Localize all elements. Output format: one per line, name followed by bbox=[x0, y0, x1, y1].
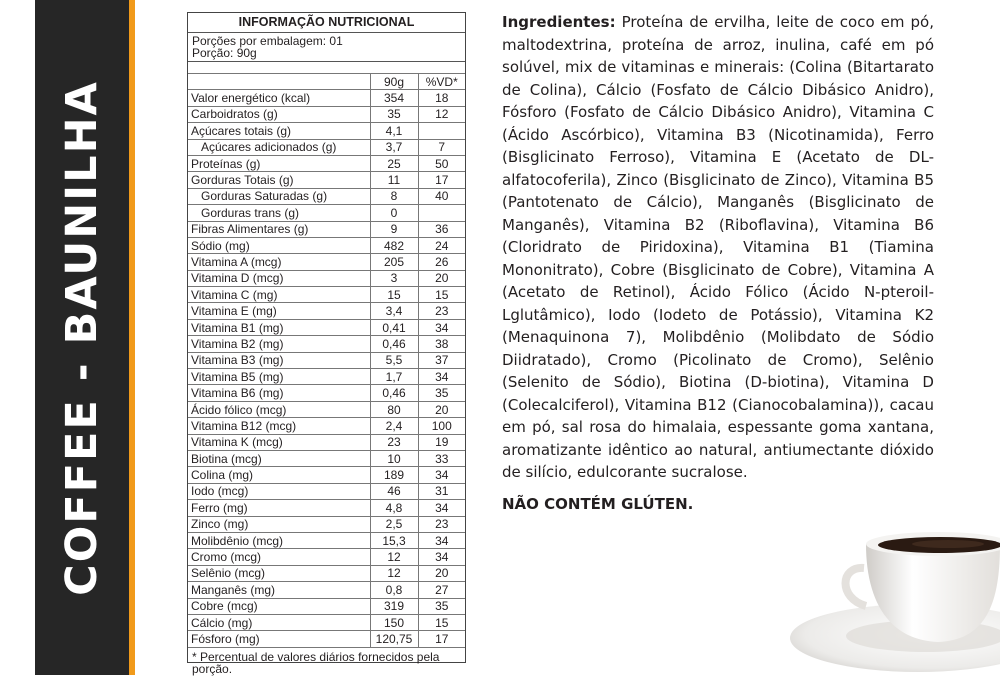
nutrient-amount: 0,46 bbox=[370, 385, 418, 401]
ingredients-label: Ingredientes: bbox=[502, 13, 616, 31]
nutrient-amount: 15 bbox=[370, 287, 418, 303]
nutrient-name: Açúcares totais (g) bbox=[188, 123, 370, 139]
nutrient-name: Vitamina C (mg) bbox=[188, 287, 370, 303]
nutrient-name: Vitamina B1 (mg) bbox=[188, 319, 370, 335]
nutrient-amount: 4,1 bbox=[370, 123, 418, 139]
nutrient-row bbox=[188, 614, 465, 630]
nutrient-daily-value: 17 bbox=[418, 631, 465, 647]
nutrient-name: Vitamina B3 (mg) bbox=[188, 352, 370, 368]
nutrient-daily-value: 35 bbox=[418, 385, 465, 401]
nutrient-row bbox=[188, 483, 465, 499]
nutrient-daily-value: 7 bbox=[418, 139, 465, 155]
nutrient-row bbox=[188, 336, 465, 352]
nutrient-amount: 482 bbox=[370, 237, 418, 253]
nutrient-row bbox=[188, 123, 465, 139]
nutrient-daily-value: 20 bbox=[418, 565, 465, 581]
nutrient-daily-value: 24 bbox=[418, 237, 465, 253]
nutrient-row bbox=[188, 549, 465, 565]
nutrition-table bbox=[188, 73, 465, 648]
column-amount-header: 90g bbox=[370, 74, 418, 90]
nutrient-name: Proteínas (g) bbox=[188, 155, 370, 171]
nutrient-name: Vitamina B12 (mcg) bbox=[188, 418, 370, 434]
nutrient-amount: 3,7 bbox=[370, 139, 418, 155]
nutrient-daily-value: 18 bbox=[418, 90, 465, 106]
nutrient-amount: 120,75 bbox=[370, 631, 418, 647]
nutrient-row bbox=[188, 254, 465, 270]
nutrient-daily-value: 38 bbox=[418, 336, 465, 352]
nutrient-amount: 25 bbox=[370, 155, 418, 171]
nutrient-row bbox=[188, 434, 465, 450]
nutrient-amount: 0 bbox=[370, 205, 418, 221]
nutrient-name: Ácido fólico (mcg) bbox=[188, 401, 370, 417]
nutrient-daily-value: 33 bbox=[418, 450, 465, 466]
nutrient-amount: 0,8 bbox=[370, 582, 418, 598]
nutrient-row bbox=[188, 532, 465, 548]
nutrient-row bbox=[188, 565, 465, 581]
nutrient-row bbox=[188, 598, 465, 614]
nutrient-daily-value: 50 bbox=[418, 155, 465, 171]
nutrient-name: Iodo (mcg) bbox=[188, 483, 370, 499]
nutrient-amount: 1,7 bbox=[370, 369, 418, 385]
nutrient-amount: 189 bbox=[370, 467, 418, 483]
nutrient-amount: 80 bbox=[370, 401, 418, 417]
nutrient-daily-value: 23 bbox=[418, 303, 465, 319]
nutrient-row bbox=[188, 631, 465, 647]
nutrient-amount: 205 bbox=[370, 254, 418, 270]
nutrient-amount: 3 bbox=[370, 270, 418, 286]
nutrient-amount: 319 bbox=[370, 598, 418, 614]
nutrient-row bbox=[188, 352, 465, 368]
nutrient-row bbox=[188, 205, 465, 221]
nutrient-row bbox=[188, 369, 465, 385]
nutrient-name: Vitamina B6 (mg) bbox=[188, 385, 370, 401]
coffee-cup-illustration bbox=[788, 510, 1000, 675]
nutrient-daily-value: 15 bbox=[418, 614, 465, 630]
nutrient-name: Vitamina E (mg) bbox=[188, 303, 370, 319]
nutrient-daily-value: 34 bbox=[418, 532, 465, 548]
nutrient-row bbox=[188, 221, 465, 237]
nutrient-name: Manganês (mg) bbox=[188, 582, 370, 598]
nutrient-amount: 46 bbox=[370, 483, 418, 499]
nutrient-daily-value: 35 bbox=[418, 598, 465, 614]
nutrient-daily-value: 19 bbox=[418, 434, 465, 450]
nutrient-daily-value bbox=[418, 123, 465, 139]
nutrient-daily-value: 36 bbox=[418, 221, 465, 237]
nutrient-amount: 4,8 bbox=[370, 500, 418, 516]
nutrient-name: Fósforo (mg) bbox=[188, 631, 370, 647]
nutrient-amount: 12 bbox=[370, 565, 418, 581]
nutrient-daily-value: 100 bbox=[418, 418, 465, 434]
nutrient-row bbox=[188, 467, 465, 483]
nutrient-name: Cobre (mcg) bbox=[188, 598, 370, 614]
nutrient-amount: 5,5 bbox=[370, 352, 418, 368]
nutrition-facts-panel bbox=[187, 12, 466, 676]
nutrient-name: Valor energético (kcal) bbox=[188, 90, 370, 106]
nutrient-amount: 150 bbox=[370, 614, 418, 630]
nutrient-amount: 35 bbox=[370, 106, 418, 122]
nutrient-name: Fibras Alimentares (g) bbox=[188, 221, 370, 237]
nutrient-row bbox=[188, 139, 465, 155]
nutrient-name: Vitamina B5 (mg) bbox=[188, 369, 370, 385]
nutrient-name: Cálcio (mg) bbox=[188, 614, 370, 630]
nutrient-name: Ferro (mg) bbox=[188, 500, 370, 516]
nutrient-daily-value bbox=[418, 205, 465, 221]
product-side-banner bbox=[35, 0, 135, 675]
nutrient-daily-value: 34 bbox=[418, 467, 465, 483]
nutrient-amount: 11 bbox=[370, 172, 418, 188]
nutrient-daily-value: 27 bbox=[418, 582, 465, 598]
nutrient-daily-value: 40 bbox=[418, 188, 465, 204]
nutrient-daily-value: 12 bbox=[418, 106, 465, 122]
nutrient-daily-value: 20 bbox=[418, 270, 465, 286]
nutrient-name: Vitamina D (mcg) bbox=[188, 270, 370, 286]
ingredients-text: Proteína de ervilha, leite de coco em pó, maltodextrina, proteína de arroz, inulina, café em pó solúvel, mix de vitaminas e minerais: (Colina (Bitartarato de Colina), Cálcio (Fosfato de Cálcio Dibásico Anidro), Fósforo (Fosfato de Cálcio Dibásico Anidro), Vitamina C (Ácido Ascórbico), Vitamina B3 (Nicotinamida), Ferro (Bisglicinato Ferroso), Vitamina E (Acetato de DL-alfatocoferila), Zinco (Bisglicinato de Zinco), Vitamina B5 (Pantotenato de Cálcio), Manganês (Bisglicinato de Manganês), Vitamina B2 (Riboflavina), Vitamina B6 (Cloridrato de Piridoxina), Vitamina B1 (Tiamina Mononitrato), Cobre (Bisglicinato de Cobre), Vitamina A (Acetato de Retinol), Ácido Fólico (Ácido N-pteroil-Lglutâmico), Iodo (Iodeto de Potássio), Vitamina K2 (Menaquinona 7), Molibdênio (Molibdato de Sódio Diidratado), Cromo (Picolinato de Cromo), Selênio (Selenito de Sódio), Biotina (D-biotina), Vitamina D (Colecalciferol), Vitamina B12 (Cianocobalamina)), cacau em pó, sal rosa do himalaia, espessante goma xantana, aromatizante idêntico ao natural, antiumectante dióxido de silício, edulcorante sucralose. bbox=[502, 13, 934, 481]
nutrient-amount: 8 bbox=[370, 188, 418, 204]
nutrient-daily-value: 26 bbox=[418, 254, 465, 270]
nutrient-daily-value: 34 bbox=[418, 500, 465, 516]
nutrient-row bbox=[188, 582, 465, 598]
gluten-free-notice: NÃO CONTÉM GLÚTEN. bbox=[502, 495, 694, 513]
nutrient-row bbox=[188, 319, 465, 335]
nutrient-row bbox=[188, 500, 465, 516]
nutrient-row bbox=[188, 106, 465, 122]
nutrient-name: Selênio (mcg) bbox=[188, 565, 370, 581]
nutrient-daily-value: 17 bbox=[418, 172, 465, 188]
nutrient-row bbox=[188, 401, 465, 417]
nutrient-name: Gorduras trans (g) bbox=[188, 205, 370, 221]
nutrient-daily-value: 37 bbox=[418, 352, 465, 368]
nutrient-name: Gorduras Totais (g) bbox=[188, 172, 370, 188]
nutrient-daily-value: 31 bbox=[418, 483, 465, 499]
portion-size: Porção: 90g bbox=[188, 47, 465, 62]
nutrient-row bbox=[188, 450, 465, 466]
product-flavor-title: COFFEE - BAUNILHA bbox=[57, 79, 107, 596]
nutrient-daily-value: 20 bbox=[418, 401, 465, 417]
nutrient-amount: 15,3 bbox=[370, 532, 418, 548]
nutrient-amount: 2,5 bbox=[370, 516, 418, 532]
nutrient-row bbox=[188, 303, 465, 319]
nutrient-daily-value: 34 bbox=[418, 319, 465, 335]
nutrient-name: Vitamina K (mcg) bbox=[188, 434, 370, 450]
nutrient-amount: 23 bbox=[370, 434, 418, 450]
nutrient-name: Vitamina B2 (mg) bbox=[188, 336, 370, 352]
nutrient-row bbox=[188, 188, 465, 204]
nutrient-row bbox=[188, 90, 465, 106]
nutrient-amount: 3,4 bbox=[370, 303, 418, 319]
nutrient-name: Sódio (mg) bbox=[188, 237, 370, 253]
nutrient-name: Cromo (mcg) bbox=[188, 549, 370, 565]
nutrient-daily-value: 15 bbox=[418, 287, 465, 303]
nutrient-name: Carboidratos (g) bbox=[188, 106, 370, 122]
nutrient-daily-value: 23 bbox=[418, 516, 465, 532]
nutrient-name: Colina (mg) bbox=[188, 467, 370, 483]
nutrient-row bbox=[188, 270, 465, 286]
nutrient-row bbox=[188, 418, 465, 434]
nutrient-name: Molibdênio (mcg) bbox=[188, 532, 370, 548]
nutrition-title: INFORMAÇÃO NUTRICIONAL bbox=[188, 13, 465, 33]
nutrient-name: Zinco (mg) bbox=[188, 516, 370, 532]
nutrient-amount: 9 bbox=[370, 221, 418, 237]
nutrient-daily-value: 34 bbox=[418, 549, 465, 565]
nutrition-footnote: * Percentual de valores diários fornecidos pela porção. bbox=[192, 649, 440, 676]
nutrient-name: Vitamina A (mcg) bbox=[188, 254, 370, 270]
column-dv-header: %VD* bbox=[418, 74, 465, 90]
nutrient-row bbox=[188, 155, 465, 171]
ingredients-paragraph bbox=[502, 11, 934, 484]
nutrition-header-row bbox=[188, 74, 465, 90]
portions-per-package: Porções por embalagem: 01 bbox=[192, 34, 343, 48]
nutrient-amount: 0,41 bbox=[370, 319, 418, 335]
nutrient-row bbox=[188, 237, 465, 253]
nutrient-amount: 10 bbox=[370, 450, 418, 466]
nutrient-amount: 0,46 bbox=[370, 336, 418, 352]
nutrient-name: Biotina (mcg) bbox=[188, 450, 370, 466]
nutrient-row bbox=[188, 172, 465, 188]
nutrient-row bbox=[188, 385, 465, 401]
nutrient-amount: 354 bbox=[370, 90, 418, 106]
nutrient-amount: 12 bbox=[370, 549, 418, 565]
nutrient-amount: 2,4 bbox=[370, 418, 418, 434]
nutrient-row bbox=[188, 516, 465, 532]
nutrient-name: Açúcares adicionados (g) bbox=[188, 139, 370, 155]
nutrient-daily-value: 34 bbox=[418, 369, 465, 385]
nutrient-name: Gorduras Saturadas (g) bbox=[188, 188, 370, 204]
nutrient-row bbox=[188, 287, 465, 303]
